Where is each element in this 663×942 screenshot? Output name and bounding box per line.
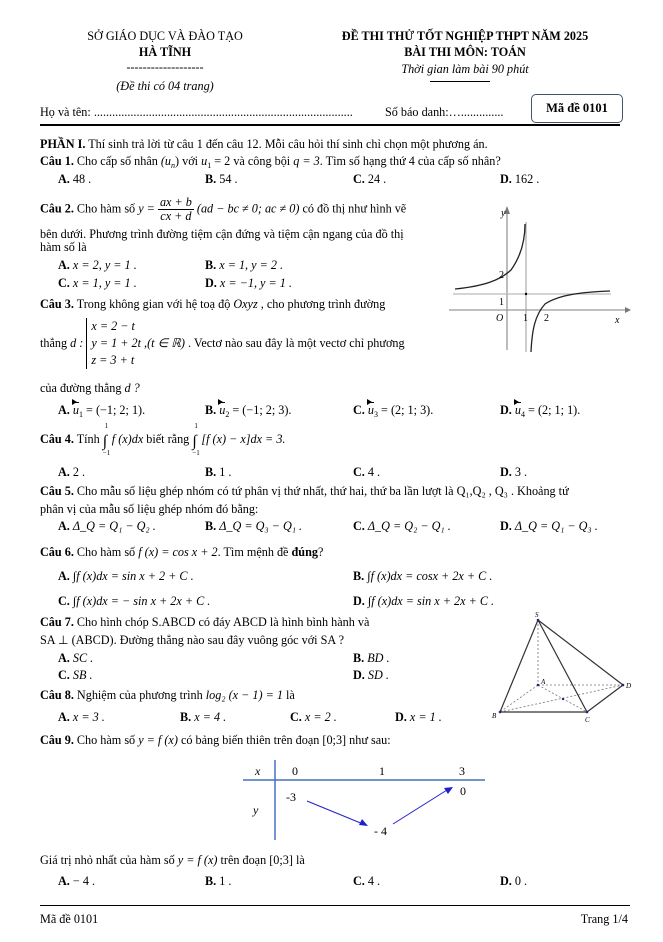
q9-q-text: Giá trị nhỏ nhất của hàm số — [40, 853, 178, 867]
option-key: C. — [58, 668, 70, 682]
option-text: 1 . — [216, 874, 232, 888]
q5-option-b[interactable] — [205, 519, 302, 534]
q3-line3 — [40, 381, 140, 396]
question-1 — [40, 154, 501, 170]
q9-fx: y = f (x) — [138, 733, 178, 747]
option-text: x = 4 . — [191, 710, 227, 724]
graph-origin-label: O — [496, 313, 504, 324]
label-d: D — [626, 682, 632, 690]
q8-option-d[interactable] — [395, 710, 442, 725]
q5-label: Câu 5. — [40, 484, 74, 498]
q1-label: Câu 1. — [40, 154, 74, 168]
q9-label: Câu 9. — [40, 733, 74, 747]
option-text: x = −1, y = 1 . — [216, 276, 292, 290]
option-key: C. — [58, 594, 70, 608]
q6-fx: f (x) = cos x + 2 — [138, 545, 218, 559]
subject: BÀI THI MÔN: TOÁN — [404, 45, 526, 59]
q9-variation-table — [235, 758, 495, 840]
q1-text: Cho cấp số nhân — [73, 154, 161, 168]
q1-text2: với — [179, 154, 202, 168]
q4-option-a[interactable] — [58, 465, 85, 480]
q6-text3: ? — [317, 545, 324, 559]
q6-bold: đúng — [291, 545, 318, 559]
q7-text: Cho hình chóp S.ABCD có đáy ABCD là hình bình hành và — [73, 615, 370, 629]
graph-tick-x2: 2 — [544, 313, 549, 324]
option-key: A. — [58, 258, 70, 272]
option-key: D. — [353, 594, 365, 608]
option-text: ∫f (x)dx = − sin x + 2x + C . — [69, 594, 211, 608]
q3-option-c[interactable] — [353, 403, 433, 419]
option-key: B. — [205, 519, 217, 533]
q3-eq3: z = 3 + t — [91, 353, 135, 367]
q6-option-a[interactable] — [58, 569, 194, 584]
q4-integral-2 — [192, 422, 201, 457]
vertex-b — [499, 711, 502, 714]
edge-sb — [500, 620, 538, 712]
option-key: C. — [353, 403, 365, 417]
option-key: C. — [290, 710, 302, 724]
footer-page-number: Trang 1/4 — [580, 912, 628, 926]
option-text: 3 . — [511, 465, 528, 479]
option-key: A. — [58, 651, 70, 665]
option-text: SC . — [69, 651, 94, 665]
q8-option-a[interactable] — [58, 710, 105, 725]
name-field[interactable]: Họ và tên: ..................................................................................... — [40, 105, 353, 119]
table-y-1: - 4 — [374, 824, 387, 838]
sbd-field[interactable]: Số báo danh:….............. — [385, 105, 504, 119]
option-text: 4 . — [364, 874, 381, 888]
dept-name: SỞ GIÁO DỤC VÀ ĐÀO TẠO — [87, 29, 243, 43]
decreasing-arrow — [307, 801, 363, 824]
q1-seq: (u — [160, 154, 172, 168]
question-9 — [40, 733, 391, 748]
q3-text: Trong không gian với hệ toạ độ — [73, 297, 234, 311]
q2-graph — [445, 200, 660, 355]
q2-option-b[interactable] — [205, 258, 283, 273]
q4-text: Tính — [73, 432, 103, 446]
integral-sign-icon: ∫ — [192, 433, 197, 450]
option-text: Δ_Q = Q₁ − Q₃ . — [511, 519, 598, 533]
option-key: A. — [58, 403, 70, 417]
q2-fraction — [158, 196, 194, 223]
q8-equation: log₂ (x − 1) = 1 — [205, 688, 283, 702]
question-6 — [40, 545, 323, 560]
option-key: A. — [58, 519, 70, 533]
q4-option-b[interactable] — [205, 465, 231, 480]
q2-option-c[interactable] — [58, 276, 137, 291]
option-key: A. — [58, 465, 70, 479]
center-o — [562, 698, 564, 700]
question-7 — [40, 615, 369, 630]
label-a: A — [541, 678, 546, 686]
q7-option-a[interactable] — [58, 651, 93, 666]
option-text: = (2; 1; 1). — [525, 403, 581, 417]
footer-rule — [40, 905, 630, 906]
q7-line2: SA ⊥ (ABCD). Đường thẳng nào sau đây vuông góc với SA ? — [40, 633, 344, 647]
table-y-label: y — [253, 803, 259, 817]
time-limit: Thời gian làm bài 90 phút — [401, 62, 529, 76]
q1-text4: . Tìm số hạng thứ — [319, 154, 409, 168]
asymptote-intersection — [525, 293, 527, 295]
q3-line3-text: của đường thẳng — [40, 381, 125, 395]
option-text: x = 1, y = 2 . — [216, 258, 284, 272]
q5-text: Cho mẫu số liệu ghép nhóm có tứ phân vị thứ nhất, thứ hai, thứ ba lần lượt là Q₁,Q₂ , Q₃ . Khoảng tứ — [73, 484, 569, 498]
q9-interval: [0;3] — [322, 733, 347, 747]
option-text: BD . — [364, 651, 390, 665]
option-text: ∫f (x)dx = sin x + 2x + C . — [364, 594, 495, 608]
option-text: 48 . — [69, 172, 92, 186]
q1-n: 4 — [408, 154, 415, 168]
part1-text: Thí sinh trả lời từ câu 1 đến câu 12. Mỗi câu hỏi thí sinh chỉ chọn một phương án. — [85, 137, 488, 151]
title-underline — [430, 81, 490, 82]
q9-option-b[interactable] — [205, 874, 231, 889]
q7-pyramid-figure — [485, 612, 655, 728]
option-text: x = 1 . — [406, 710, 442, 724]
q3-eq2: y = 1 + 2t ,(t ∈ ℝ) — [91, 336, 185, 350]
q3-text3: . Vectơ nào sau đây là một vectơ chỉ phương — [184, 336, 405, 350]
q9-q-text3: là — [292, 853, 305, 867]
option-text: = (2; 1; 3). — [378, 403, 434, 417]
int-lower: −1 — [102, 449, 111, 457]
q9-q-interval: [0;3] — [269, 853, 293, 867]
q2-denominator: cx + d — [160, 209, 192, 223]
q4-expr2: [f (x) − x]dx = 3. — [201, 432, 286, 446]
table-x-0: 0 — [292, 764, 298, 778]
q6-text: Cho hàm số — [73, 545, 139, 559]
option-text: 1 . — [216, 465, 232, 479]
exam-code-box: Mã đề 0101 — [531, 94, 623, 123]
option-text: 2 . — [69, 465, 86, 479]
vector-u: u — [367, 403, 374, 417]
q7-option-c[interactable] — [58, 668, 93, 683]
option-text: 162 . — [511, 172, 540, 186]
option-key: C. — [353, 172, 365, 186]
option-text: ∫f (x)dx = cosx + 2x + C . — [364, 569, 493, 583]
option-key: B. — [205, 465, 217, 479]
q5-line2: phân vị của mẫu số liệu ghép nhóm đó bằng: — [40, 502, 259, 516]
option-key: C. — [353, 465, 365, 479]
option-text: Δ_Q = Q₁ − Q₂ . — [69, 519, 156, 533]
q1-option-d[interactable] — [500, 172, 539, 187]
q6-label: Câu 6. — [40, 545, 74, 559]
q3-thang: thẳng — [40, 336, 71, 350]
vector-u: u — [219, 403, 226, 417]
q3-option-d[interactable] — [500, 403, 580, 419]
graph-x-label: x — [615, 315, 620, 326]
q2-y-eq: y = — [138, 201, 155, 216]
option-key: D. — [500, 465, 512, 479]
q6-option-c[interactable] — [58, 594, 210, 609]
q4-option-c[interactable] — [353, 465, 380, 480]
q3-d-label: d : — [70, 336, 84, 350]
option-key: D. — [500, 172, 512, 186]
q5-option-c[interactable] — [353, 519, 451, 534]
q7-option-b[interactable] — [353, 651, 390, 666]
option-key: A. — [58, 172, 70, 186]
option-key: D. — [500, 519, 512, 533]
increasing-arrow — [393, 790, 447, 824]
q4-option-d[interactable] — [500, 465, 527, 480]
exam-title: ĐỀ THI THỬ TỐT NGHIỆP THPT NĂM 2025 — [341, 29, 589, 43]
table-y-3: 0 — [460, 784, 466, 798]
vertex-d — [622, 684, 625, 687]
province-name: HÀ TĨNH — [138, 45, 192, 59]
option-text: x = 2, y = 1 . — [69, 258, 137, 272]
integral-sign-icon: ∫ — [102, 433, 108, 450]
q2-line2: bên dưới. Phương trình đường tiệm cận đứng và tiệm cận ngang của đồ thị — [40, 227, 404, 241]
option-text: x = 3 . — [69, 710, 105, 724]
vector-sub: 4 — [521, 410, 525, 419]
option-key: C. — [58, 276, 70, 290]
vector-u: u — [72, 403, 79, 417]
q1-u1-sub: 1 — [207, 161, 212, 170]
q2-condition: (ad − bc ≠ 0; ac ≠ 0) — [196, 201, 300, 216]
table-y-0: -3 — [286, 790, 296, 804]
option-text: ∫f (x)dx = sin x + 2 + C . — [69, 569, 194, 583]
q7-option-d[interactable] — [353, 668, 389, 683]
q2-text2: có đồ thị như hình vẽ — [299, 201, 407, 216]
part1-label: PHẦN I. — [40, 137, 86, 151]
label-s: S — [535, 612, 539, 619]
header-dashes: ------------------- — [126, 60, 204, 74]
q4-expr1: f (x)dx — [111, 432, 144, 446]
q9-option-d[interactable] — [500, 874, 527, 889]
table-x-1: 1 — [379, 764, 385, 778]
option-key: B. — [353, 569, 365, 583]
vector-sub: 1 — [79, 410, 83, 419]
x-axis-arrow — [625, 307, 631, 313]
q3-system — [86, 318, 185, 369]
q2-line3: hàm số là — [40, 240, 87, 254]
q9-option-a[interactable] — [58, 874, 95, 889]
q9-text: Cho hàm số — [73, 733, 139, 747]
q8-text2: là — [282, 688, 295, 702]
int-lower: −1 — [192, 449, 200, 457]
option-text: Δ_Q = Q₃ − Q₁ . — [216, 519, 303, 533]
edge-sd — [538, 620, 623, 685]
option-text: 0 . — [511, 874, 528, 888]
q3-label: Câu 3. — [40, 297, 74, 311]
option-key: B. — [205, 258, 217, 272]
q3-text2: , cho phương trình đường — [257, 297, 386, 311]
q9-question — [40, 853, 305, 868]
q1-text3: và công bội — [230, 154, 294, 168]
q2-option-a[interactable] — [58, 258, 137, 273]
q1-option-b[interactable] — [205, 172, 238, 187]
edge-cd — [587, 685, 623, 712]
q1-text5: của cấp số nhân? — [414, 154, 501, 168]
option-key: A. — [58, 569, 70, 583]
vertex-a — [537, 684, 540, 687]
option-text: x = 2 . — [301, 710, 337, 724]
option-key: C. — [353, 874, 365, 888]
int-upper: 1 — [104, 422, 109, 430]
q2-option-d[interactable] — [205, 276, 292, 291]
option-key: D. — [395, 710, 407, 724]
vertex-c — [586, 711, 589, 714]
option-text: = (−1; 2; 1). — [83, 403, 146, 417]
q3-option-b[interactable] — [205, 403, 291, 419]
option-key: B. — [180, 710, 192, 724]
q1-u1: u — [201, 154, 208, 168]
label-b: B — [492, 712, 497, 720]
q1-u1-val: = 2 — [211, 154, 231, 168]
option-key: B. — [353, 651, 365, 665]
option-text: = (−1; 2; 3). — [229, 403, 292, 417]
q6-option-d[interactable] — [353, 594, 494, 609]
q3-oxyz: Oxyz — [233, 297, 258, 311]
option-key: D. — [500, 874, 512, 888]
option-text: 54 . — [216, 172, 238, 186]
question-2 — [40, 196, 406, 223]
question-5 — [40, 484, 569, 499]
q3-eq1: x = 2 − t — [91, 319, 135, 333]
q9-q-text2: trên đoạn — [217, 853, 270, 867]
vertex-s — [537, 619, 540, 622]
option-key: A. — [58, 710, 70, 724]
graph-tick-x1: 1 — [523, 313, 528, 324]
q3-line-equation — [40, 318, 405, 369]
option-key: A. — [58, 874, 70, 888]
graph-tick-y2: 2 — [499, 270, 504, 281]
q1-option-a[interactable] — [58, 172, 91, 187]
option-key: B. — [205, 403, 217, 417]
option-key: B. — [205, 874, 217, 888]
pages-note: (Đề thi có 04 trang) — [116, 79, 214, 93]
option-key: D. — [500, 403, 512, 417]
part1-instruction — [40, 137, 488, 152]
option-text: − 4 . — [69, 874, 96, 888]
q4-label: Câu 4. — [40, 432, 74, 446]
vector-u: u — [514, 403, 521, 417]
vector-sub: 3 — [374, 410, 378, 419]
q1-option-c[interactable] — [353, 172, 386, 187]
option-key: D. — [353, 668, 365, 682]
q3-d-end: d ? — [124, 381, 140, 395]
q7-label: Câu 7. — [40, 615, 74, 629]
q2-numerator: ax + b — [159, 195, 192, 209]
q2-label: Câu 2. — [40, 201, 74, 216]
option-text: 4 . — [364, 465, 381, 479]
q6-text2: . Tìm mệnh đề — [217, 545, 292, 559]
curve-right-branch — [531, 291, 610, 352]
q5-option-a[interactable] — [58, 519, 156, 534]
q1-ratio: q = 3 — [293, 154, 320, 168]
option-text: Δ_Q = Q₂ − Q₁ . — [364, 519, 451, 533]
option-key: C. — [353, 519, 365, 533]
footer-exam-code: Mã đề 0101 — [40, 912, 99, 926]
q9-q-fx: y = f (x) — [177, 853, 218, 867]
q4-integral-1 — [102, 422, 112, 457]
q9-option-c[interactable] — [353, 874, 380, 889]
q8-option-b[interactable] — [180, 710, 226, 725]
q8-text: Nghiệm của phương trình — [73, 688, 206, 702]
q8-option-c[interactable] — [290, 710, 337, 725]
decreasing-arrowhead — [359, 819, 368, 826]
curve-left-branch — [455, 224, 525, 289]
option-text: 24 . — [364, 172, 387, 186]
option-text: SD . — [364, 668, 389, 682]
q8-label: Câu 8. — [40, 688, 74, 702]
option-text: SB . — [69, 668, 93, 682]
header-rule — [40, 124, 620, 126]
option-text: x = 1, y = 1 . — [69, 276, 137, 290]
graph-tick-y1: 1 — [499, 297, 504, 308]
q9-text3: như sau: — [346, 733, 391, 747]
graph-y-label: y — [501, 208, 506, 219]
q3-option-a[interactable] — [58, 403, 145, 419]
q4-text2: biết rằng — [143, 432, 193, 446]
q1-seq-sub: n — [171, 161, 176, 170]
option-key: D. — [205, 276, 217, 290]
question-3 — [40, 297, 385, 312]
q1-seq-close: ) — [175, 154, 180, 168]
question-4 — [40, 422, 286, 457]
vector-sub: 2 — [225, 410, 230, 419]
q2-text: Cho hàm số — [73, 201, 139, 216]
table-x-3: 3 — [459, 764, 465, 778]
int-upper: 1 — [194, 422, 198, 430]
q6-option-b[interactable] — [353, 569, 492, 584]
table-x-label: x — [255, 764, 261, 778]
option-key: B. — [205, 172, 217, 186]
label-c: C — [585, 716, 590, 724]
q5-option-d[interactable] — [500, 519, 598, 534]
question-8 — [40, 688, 295, 703]
q9-text2: có bảng biến thiên trên đoạn — [177, 733, 323, 747]
